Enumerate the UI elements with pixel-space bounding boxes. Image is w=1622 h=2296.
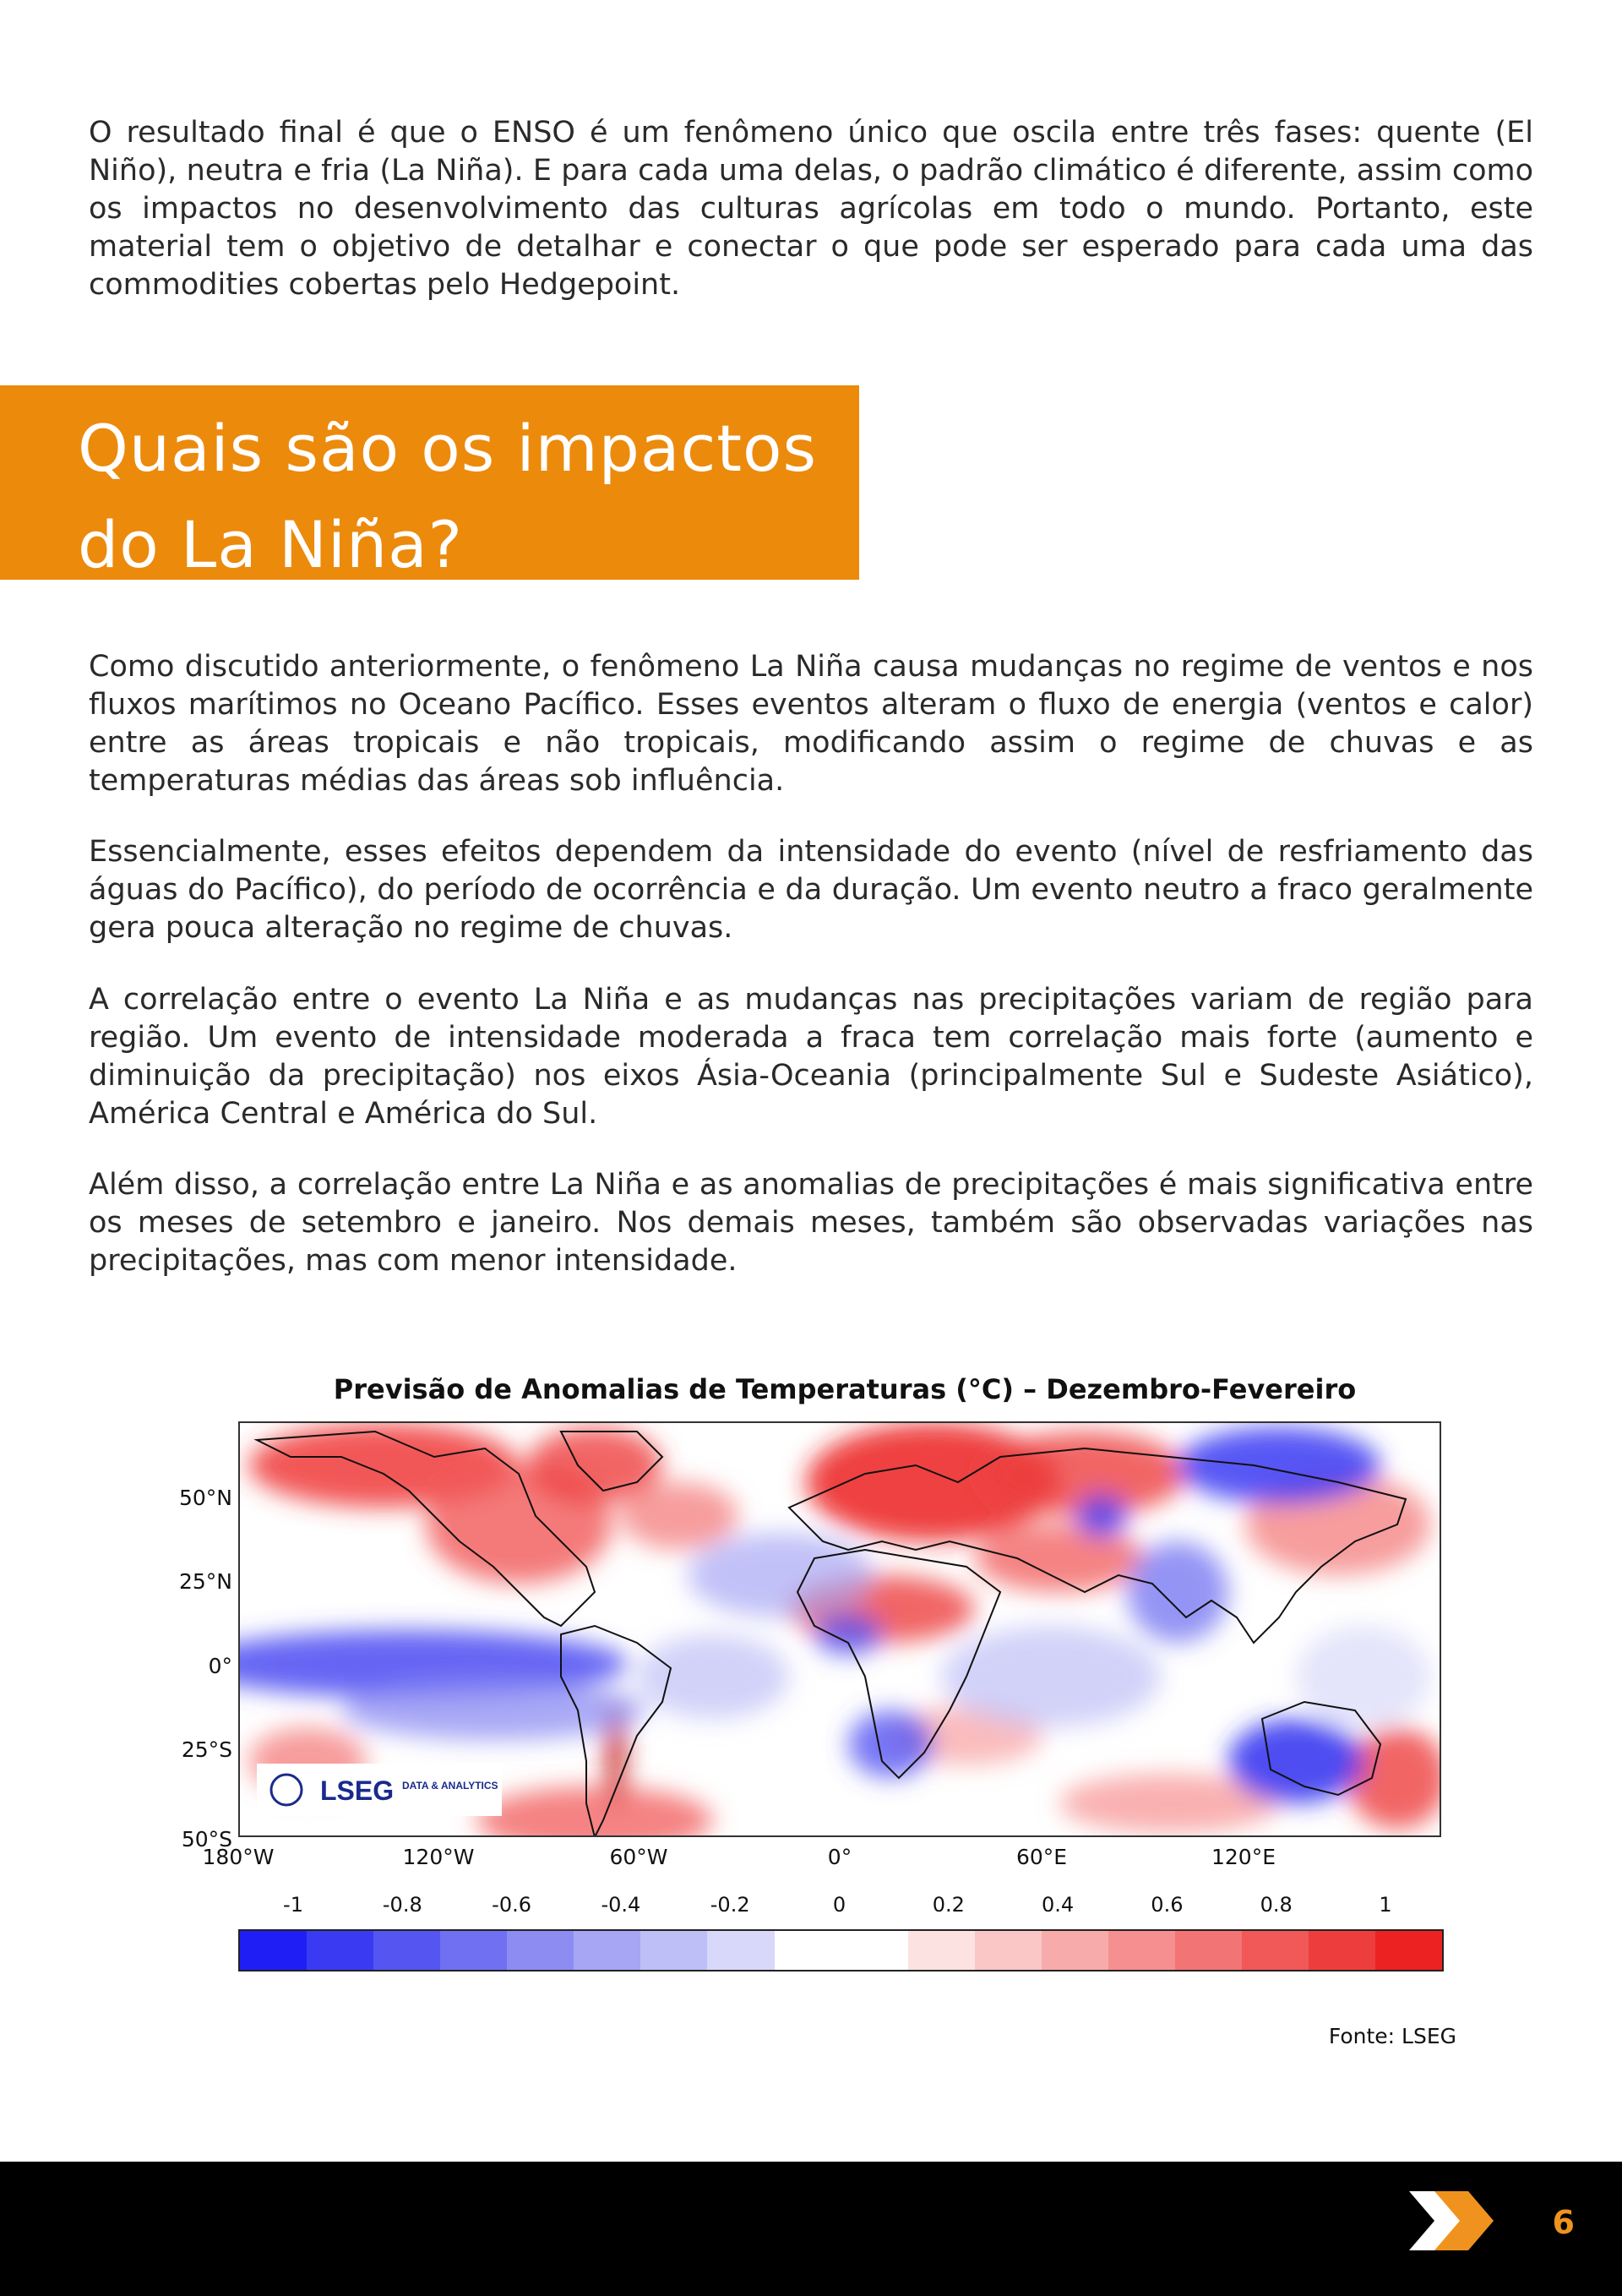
- lon-tick-label: 120°W: [402, 1845, 475, 1869]
- section-heading-line2: do La Niña?: [78, 507, 464, 582]
- lon-tick-label: 120°E: [1211, 1845, 1276, 1869]
- chevron-logo-icon: [1409, 2179, 1510, 2263]
- colorbar-segment: [841, 1931, 908, 1970]
- colorbar-segment: [908, 1931, 975, 1970]
- lseg-logo: [257, 1764, 502, 1816]
- colorbar-segment: [373, 1931, 440, 1970]
- page-number: 6: [1552, 2204, 1575, 2241]
- colorbar-segment: [775, 1931, 841, 1970]
- colorbar-tick-label: 0.2: [932, 1893, 965, 1917]
- colorbar-tick-label: 0.4: [1042, 1893, 1075, 1917]
- page-footer: [0, 2162, 1622, 2296]
- colorbar-segment: [1375, 1931, 1442, 1970]
- source-note: Fonte: LSEG: [1328, 2024, 1456, 2048]
- colorbar-segment: [507, 1931, 574, 1970]
- colorbar-segment: [307, 1931, 373, 1970]
- colorbar-segment: [640, 1931, 707, 1970]
- lat-tick-label: 50°S: [181, 1827, 232, 1852]
- paragraph-4: Além disso, a correlação entre La Niña e as anomalias de precipitações é mais significativa entre os meses de setembro e janeiro. Nos demais meses, também são observadas variações nas precipitações, mas com menor intensidade.: [89, 1168, 1533, 1278]
- colorbar-segment: [1042, 1931, 1108, 1970]
- colorbar-segment: [1108, 1931, 1175, 1970]
- anomaly-heatmap: [240, 1423, 1441, 1837]
- colorbar-tick-label: -1: [283, 1893, 303, 1917]
- lon-tick-label: 0°: [827, 1845, 852, 1869]
- lat-tick-label: 25°S: [181, 1737, 232, 1762]
- colorbar-segment: [1175, 1931, 1242, 1970]
- lat-tick-label: 0°: [208, 1654, 232, 1678]
- colorbar-tick-label: 0: [832, 1893, 846, 1917]
- lseg-logo-text: LSEG: [320, 1775, 395, 1806]
- section-heading-line1: Quais são os impactos: [78, 411, 818, 486]
- anomaly-map: [238, 1421, 1441, 1837]
- lon-tick-label: 180°W: [202, 1845, 275, 1869]
- colorbar-segment: [707, 1931, 774, 1970]
- paragraph-2: Essencialmente, esses efeitos dependem da intensidade do evento (nível de resfriamento das águas do Pacífico), do período de ocorrência e da duração. Um evento neutro a fraco geralmente gera pouca alteração no regime de chuvas.: [89, 835, 1533, 945]
- colorbar-segment: [240, 1931, 307, 1970]
- chart-title: Previsão de Anomalias de Temperaturas (°C) – Dezembro-Fevereiro: [333, 1373, 1357, 1405]
- colorbar-tick-label: -0.2: [710, 1893, 750, 1917]
- lseg-logo-subtext: DATA & ANALYTICS: [402, 1780, 498, 1792]
- paragraph-3: A correlação entre o evento La Niña e as mudanças nas precipitações variam de região para região. Um evento de intensidade moderada a fraca tem correlação mais forte (aumento e diminuição da precipitação) nos eixos Ásia-Oceania (principalmente Sul e Sudeste Asiático), América Central e América do Sul.: [89, 983, 1533, 1131]
- colorbar-segment: [975, 1931, 1042, 1970]
- colorbar-tick-label: 0.6: [1151, 1893, 1184, 1917]
- colorbar: [238, 1929, 1444, 1972]
- paragraph-1: Como discutido anteriormente, o fenômeno La Niña causa mudanças no regime de ventos e nos fluxos marítimos no Oceano Pacífico. Esses eventos alteram o fluxo de energia (ventos e calor) entre as áreas tropicais e não tropicais, modificando assim o regime de chuvas e as temperaturas médias das áreas sob influência.: [89, 650, 1533, 798]
- colorbar-tick-label: -0.6: [492, 1893, 532, 1917]
- lon-tick-label: 60°W: [609, 1845, 668, 1869]
- colorbar-segment: [1309, 1931, 1375, 1970]
- section-heading-box: [0, 385, 859, 580]
- colorbar-segment: [574, 1931, 640, 1970]
- colorbar-tick-label: -0.8: [382, 1893, 422, 1917]
- colorbar-tick-label: 0.8: [1260, 1893, 1293, 1917]
- lat-tick-label: 25°N: [178, 1569, 232, 1594]
- colorbar-tick-label: -0.4: [601, 1893, 641, 1917]
- lat-tick-label: 50°N: [178, 1486, 232, 1510]
- intro-paragraph: O resultado final é que o ENSO é um fenômeno único que oscila entre três fases: quente (El Niño), neutra e fria (La Niña). E para cada uma delas, o padrão climático é diferente, assim como os impactos no desenvolvimento das culturas agrícolas em todo o mundo. Portanto, este material tem o objetivo de detalhar e conectar o que pode ser esperado para cada uma das commodities cobertas pelo Hedgepoint.: [89, 116, 1533, 302]
- section-heading: [78, 401, 817, 593]
- colorbar-tick-label: 1: [1379, 1893, 1392, 1917]
- lon-tick-label: 60°E: [1015, 1845, 1068, 1869]
- colorbar-segment: [1242, 1931, 1309, 1970]
- colorbar-segment: [440, 1931, 507, 1970]
